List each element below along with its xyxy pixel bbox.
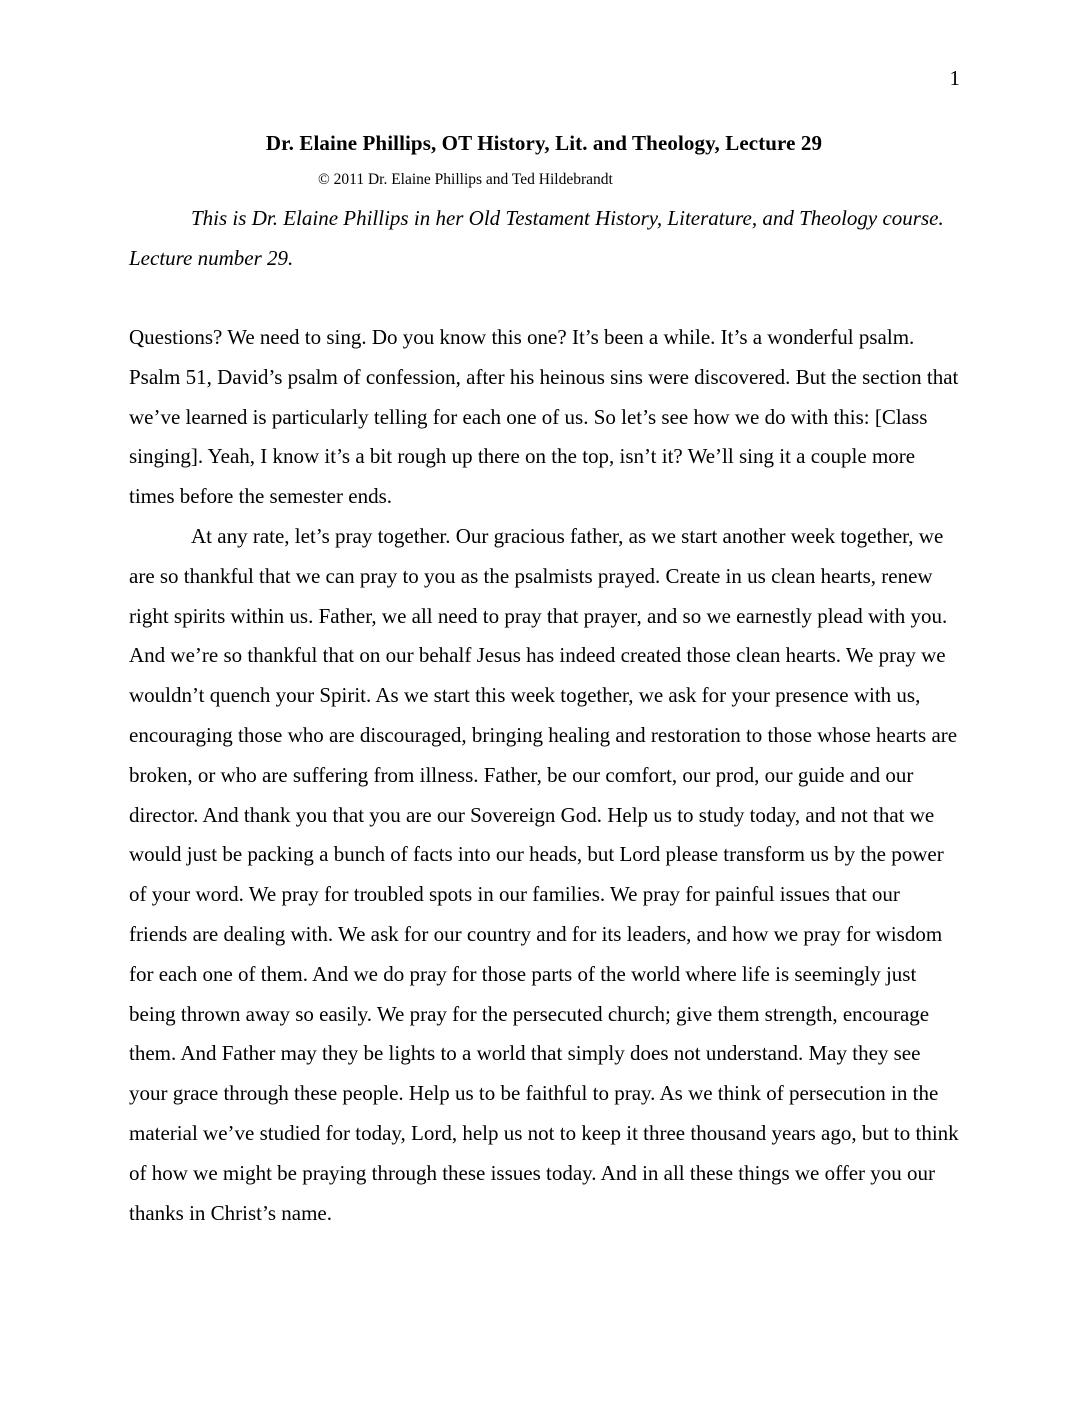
copyright-line: © 2011 Dr. Elaine Phillips and Ted Hildebrandt — [318, 171, 613, 188]
paragraph-opening: Questions? We need to sing. Do you know this one? It’s been a while. It’s a wonderful psalm. Psalm 51, David’s psalm of confession, after his heinous sins were discovered. But the section that we’ve learned is particularly telling for each one of us. So let’s see how we do with this: [Class singing]. Yeah, I know it’s a bit rough up there on the top, isn’t it? We’ll sing it a couple more times before the semester ends. — [129, 325, 959, 509]
intro-paragraph: This is Dr. Elaine Phillips in her Old Testament History, Literature, and Theology course. Lecture number 29. — [129, 206, 944, 270]
lecture-title: Dr. Elaine Phillips, OT History, Lit. and Theology, Lecture 29 — [265, 131, 823, 155]
lecture-body — [129, 318, 963, 1233]
page-number: 1 — [949, 66, 960, 90]
paragraph-prayer: At any rate, let’s pray together. Our gracious father, as we start another week together, we are so thankful that we can pray to you as the psalmists prayed. Create in us clean hearts, renew right spirits within us. Father, we all need to pray that prayer, and so we earnestly plead with you. And we’re so thankful that on our behalf Jesus has indeed created those clean hearts. We pray we wouldn’t quench your Spirit. As we start this week together, we ask for your presence with us, encouraging those who are discouraged, bringing healing and restoration to those whose hearts are broken, or who are suffering from illness. Father, be our comfort, our prod, our guide and our director. And thank you that you are our Sovereign God. Help us to study today, and not that we would just be packing a bunch of facts into our heads, but Lord please transform us by the power of your word. We pray for troubled spots in our families. We pray for painful issues that our friends are dealing with. We ask for our country and for its leaders, and how we pray for wisdom for each one of them. And we do pray for those parts of the world where life is seemingly just being thrown away so easily. We pray for the persecuted church; give them strength, encourage them. And Father may they be lights to a world that simply does not understand. May they see your grace through these people. Help us to be faithful to pray. As we think of persecution in the material we’ve studied for today, Lord, help us not to keep it three thousand years ago, but to think of how we might be praying through these issues today. And in all these things we offer you our thanks in Christ’s name. — [129, 523, 959, 1225]
